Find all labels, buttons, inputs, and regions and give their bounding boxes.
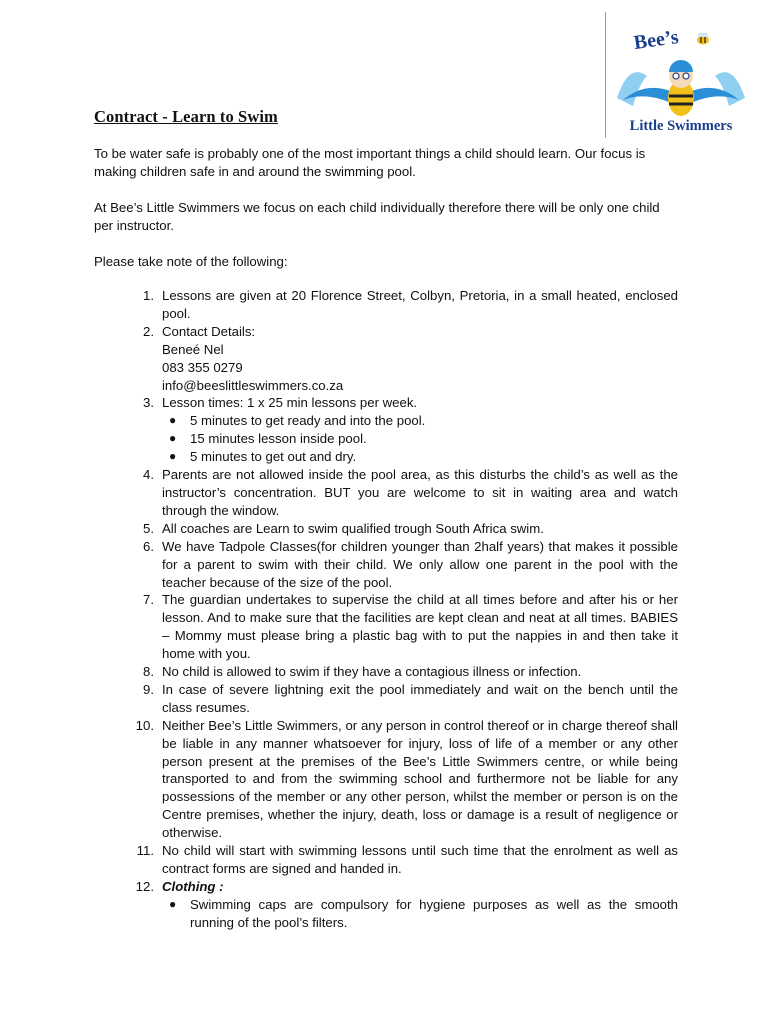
clause-item	[94, 323, 678, 395]
intro-paragraph: To be water safe is probably one of the most important things a child should learn. Our focus is making children safe in and around the swimming pool.	[94, 146, 646, 179]
clause-number: 3.	[143, 395, 154, 411]
bullet-item	[162, 896, 678, 932]
clause-number: 2.	[143, 323, 154, 339]
clause-text: No child is allowed to swim if they have a contagious illness or infection.	[162, 664, 582, 680]
clause-item	[94, 681, 678, 717]
right-splash-shape	[715, 72, 745, 106]
intro-paragraph: At Bee’s Little Swimmers we focus on each child individually therefore there will be only one child per instructor.	[94, 200, 660, 233]
clause-item	[94, 878, 678, 932]
clause-item	[94, 717, 678, 842]
clause-text: No child will start with swimming lessons until such time that the enrolment as well as contract forms are signed and handed in.	[162, 843, 678, 876]
clause-text: The guardian undertakes to supervise the child at all times before and after his or her lesson. And to make sure that the facilities are kept clean and neat at all times. BABIES – Mommy must please bring a plastic bag with to put the nappies in and then take it home with you.	[162, 592, 678, 662]
clause-number: 12.	[135, 878, 154, 894]
clause-item	[94, 466, 678, 520]
page-title: Contract - Learn to Swim	[94, 107, 278, 126]
logo-graphic	[609, 14, 753, 136]
logo-line1-text: Bee’s	[632, 26, 680, 55]
clause-item	[94, 394, 678, 466]
clause-text: Neither Bee’s Little Swimmers, or any person in control thereof or in charge thereof shall be liable in any manner whatsoever for injury, loss of life of a member or any other person present at the premises of the Bee’s Little Swimmers centre, or while being transported to and from the swimming school and furthermore not be liable for any possessions of the member or any other person, whilst the member or person is on the Centre premises, whether the injury, death, loss or damage is a result of negligence or otherwise.	[162, 717, 678, 841]
clause-number: 4.	[143, 467, 154, 483]
bullet-icon: ●	[169, 449, 177, 464]
bullet-list	[162, 896, 678, 932]
logo-divider	[605, 12, 606, 138]
swim-cap-shape	[669, 60, 693, 72]
clause-item	[94, 663, 678, 681]
contact-email: info@beeslittleswimmers.co.za	[162, 377, 344, 393]
clause-number: 10.	[135, 717, 154, 733]
clause-text: Parents are not allowed inside the pool area, as this disturbs the child’s as well as the instructor’s concentration. BUT you are welcome to sit in waiting area and watch through the window.	[162, 467, 678, 518]
bullet-text: 15 minutes lesson inside pool.	[190, 431, 367, 447]
clause-item	[94, 287, 678, 323]
bullet-icon: ●	[169, 896, 177, 911]
goggle-left-shape	[673, 73, 679, 79]
clause-text: Clothing :	[162, 878, 224, 894]
logo-line2-text: Little Swimmers	[629, 118, 733, 134]
bullet-item	[162, 412, 678, 430]
clause-text: In case of severe lightning exit the pool immediately and wait on the bench until the class resumes.	[162, 681, 678, 715]
clause-text: Contact Details:	[162, 323, 256, 339]
clause-item	[94, 591, 678, 663]
left-splash-shape	[617, 72, 647, 106]
clause-item	[94, 842, 678, 878]
small-bee-icon	[697, 33, 709, 45]
clause-list	[94, 287, 678, 932]
clause-text: We have Tadpole Classes(for children younger than 2half years) that makes it possible for a parent to swim with their child. We only allow one parent in the pool with the teacher because of the size of the pool.	[162, 538, 678, 590]
contact-phone: 083 355 0279	[162, 359, 243, 375]
bullet-text: Swimming caps are compulsory for hygiene purposes as well as the smooth running of the pool’s filters.	[190, 896, 678, 930]
bees-little-swimmers-logo	[609, 14, 753, 136]
bullet-item	[162, 430, 678, 448]
clause-number: 7.	[143, 592, 154, 608]
goggle-right-shape	[683, 73, 689, 79]
bullet-icon: ●	[169, 413, 177, 428]
clause-text: Lessons are given at 20 Florence Street, Colbyn, Pretoria, in a small heated, enclosed pool.	[162, 288, 678, 321]
clause-item	[94, 520, 678, 538]
bullet-icon: ●	[169, 431, 177, 446]
clause-number: 5.	[143, 520, 154, 536]
clause-number: 9.	[143, 681, 154, 697]
intro-paragraph: Please take note of the following:	[94, 254, 288, 269]
clause-text: Lesson times: 1 x 25 min lessons per week.	[162, 395, 418, 411]
bullet-text: 5 minutes to get out and dry.	[190, 449, 357, 465]
bullet-list	[162, 412, 678, 466]
contact-name: Beneé Nel	[162, 341, 224, 357]
clause-item	[94, 538, 678, 592]
clause-number: 11.	[136, 843, 154, 859]
bullet-text: 5 minutes to get ready and into the pool.	[190, 413, 426, 429]
clause-text: All coaches are Learn to swim qualified trough South Africa swim.	[162, 520, 544, 536]
bullet-item	[162, 448, 678, 466]
clause-number: 8.	[143, 664, 154, 680]
clause-number: 6.	[143, 538, 154, 554]
clause-number: 1.	[143, 288, 154, 303]
